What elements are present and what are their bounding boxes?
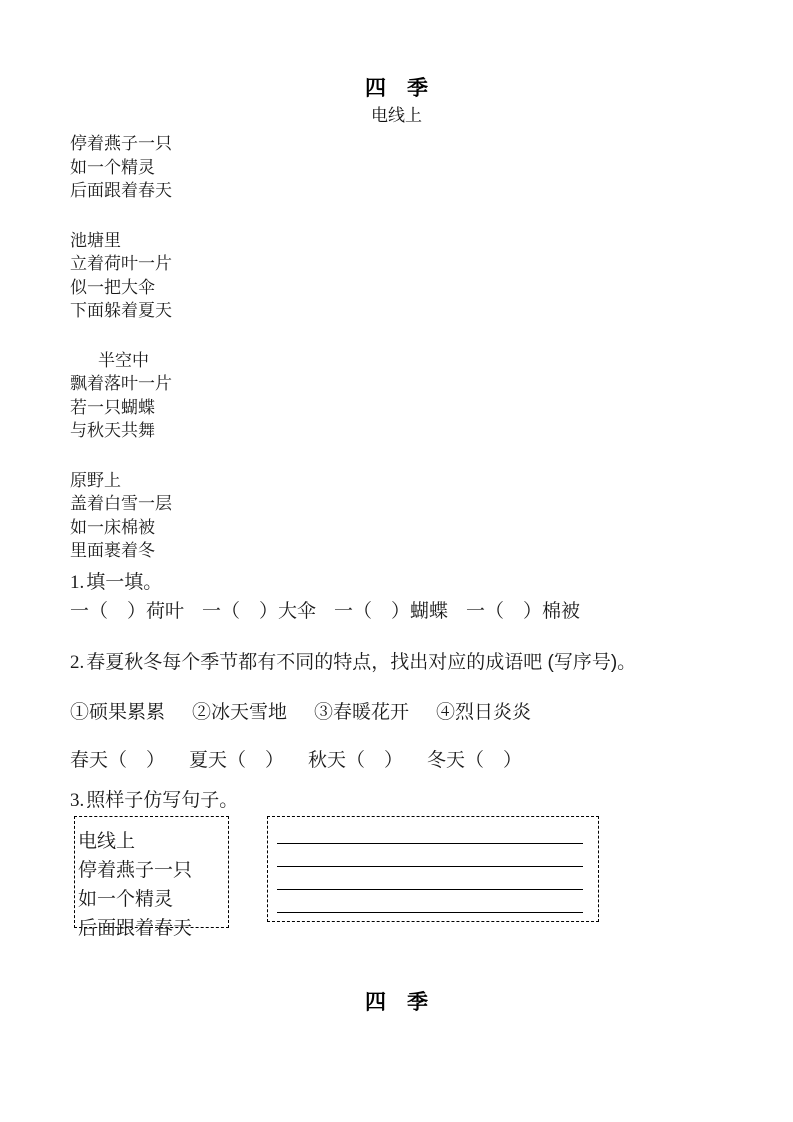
question3-text: 照样子仿写句子。 (86, 789, 239, 811)
fill-blank-heye[interactable]: 一（ ）荷叶 (70, 600, 185, 622)
poem-line: 若一只蝴蝶 (70, 397, 155, 417)
idiom-option-3: ③春暖花开 (314, 701, 410, 723)
poem-line: 飘着落叶一片 (70, 374, 172, 393)
poem-line: 似一把大伞 (70, 277, 155, 297)
season-blank-winter[interactable]: 冬天（ ） (427, 749, 523, 771)
season-blank-autumn[interactable]: 秋天（ ） (308, 749, 404, 771)
answer-box[interactable] (267, 816, 599, 922)
poem-stanza-summer (70, 229, 793, 323)
question2-seasons-row (70, 750, 793, 772)
poem-line: 如一床棉被 (70, 517, 155, 537)
answer-writing-line[interactable] (277, 844, 583, 867)
example-line: 电线上 (78, 830, 136, 852)
fill-blank-mianbei[interactable]: 一（ ）棉被 (466, 600, 581, 622)
question1-label (70, 572, 793, 593)
question1-fill-row (70, 601, 793, 623)
example-line: 后面跟着春天 (78, 917, 193, 939)
example-box (74, 816, 229, 939)
question3-number: 3. (70, 789, 85, 811)
poem-subtitle: 电线上 (371, 106, 422, 125)
fill-blank-hudie[interactable]: 一（ ）蝴蝶 (334, 600, 449, 622)
fill-blank-dasan[interactable]: 一（ ）大伞 (202, 600, 317, 622)
idiom-option-2: ②冰天雪地 (192, 701, 288, 723)
question1-number: 1. (70, 571, 85, 593)
poem-line: 如一个精灵 (70, 157, 155, 177)
answer-writing-line[interactable] (277, 890, 583, 913)
poem-line: 池塘里 (70, 230, 121, 250)
example-line: 停着燕子一只 (78, 859, 193, 881)
poem-line: 里面裹着冬 (70, 541, 155, 560)
question2-text: 春夏秋冬每个季节都有不同的特点，找出对应的成语吧 (写序号)。 (86, 651, 637, 673)
page-title: 四 季 (365, 77, 428, 100)
poem-line: 后面跟着春天 (70, 181, 172, 200)
season-blank-spring[interactable]: 春天（ ） (70, 749, 166, 771)
example-line: 如一个精灵 (78, 888, 174, 910)
poem-line: 原野上 (70, 470, 121, 490)
poem-line: 盖着白雪一层 (70, 494, 172, 513)
question2-number: 2. (70, 651, 85, 673)
poem-line: 立着荷叶一片 (70, 254, 172, 273)
question2-idioms-row (70, 702, 793, 724)
question3-boxes (74, 816, 793, 939)
questions-section (70, 571, 793, 939)
question2-label (70, 652, 793, 673)
idiom-option-4: ④烈日炎炎 (436, 701, 532, 723)
poem-stanza-winter (70, 469, 793, 563)
idiom-option-1: ①硕果累累 (70, 701, 166, 723)
poem-stanza-autumn (70, 349, 793, 443)
poem-line: 半空中 (98, 350, 149, 370)
poem-line: 下面躲着夏天 (70, 301, 172, 320)
answer-writing-line[interactable] (277, 867, 583, 890)
footer-title: 四 季 (365, 990, 428, 1014)
poem-stanza-spring (70, 132, 793, 203)
question1-text: 填一填。 (86, 571, 163, 593)
poem-line: 停着燕子一只 (70, 134, 172, 153)
poem (70, 132, 793, 563)
season-blank-summer[interactable]: 夏天（ ） (189, 749, 285, 771)
question3-label (70, 790, 793, 811)
answer-writing-line[interactable] (277, 819, 583, 844)
poem-line: 与秋天共舞 (70, 421, 155, 440)
